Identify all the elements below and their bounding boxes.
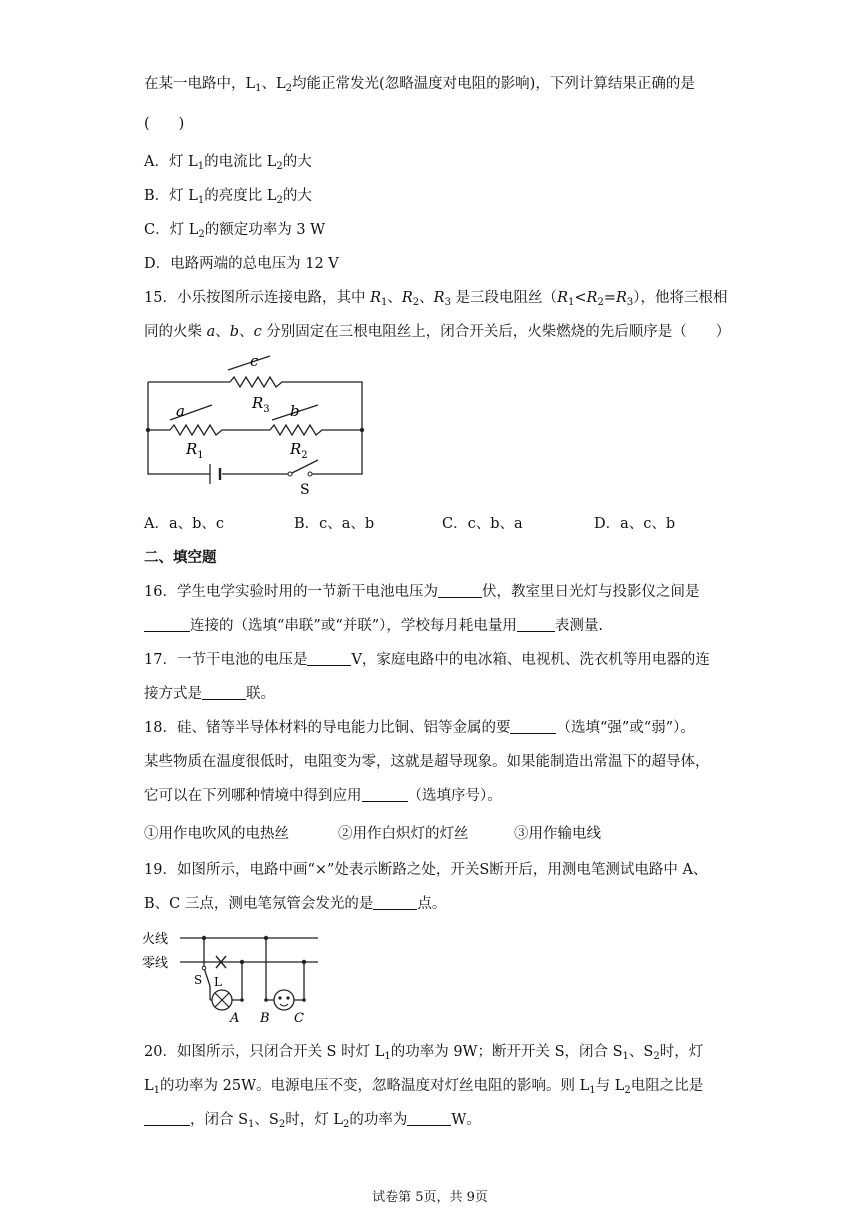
page-footer: 试卷第 5页，共 9页 [372,1190,488,1205]
match-c [228,356,270,370]
label-r3: $R_3$ [252,394,270,415]
q16-blank-1[interactable] [438,583,482,598]
q18-choice-1: ①用作电吹风的电热丝 [144,826,289,842]
q19-blank[interactable] [373,895,417,910]
q17-blank-2[interactable] [202,685,246,700]
label-lamp-l: L [214,975,222,989]
q14-stem-line: 在某一电路中，$L_1$、$L_2$均能正常发光(忽略温度对电阻的影响)，下列计算结果正确的是 [144,76,695,94]
q17-line2: 接方式是 联。 [144,686,275,702]
q14-option-a[interactable]: A．灯 $L_1$的电流比 $L_2$的大 [144,154,312,172]
q17-blank-1[interactable] [307,651,351,666]
label-r1: $R_1$ [186,440,204,461]
q14-option-b[interactable]: B．灯 $L_1$的亮度比 $L_2$的大 [144,188,312,206]
q16-blank-3[interactable] [517,617,555,632]
q15-stem-line2: 同的火柴 a、b、c 分别固定在三根电阻丝上，闭合开关后，火柴燃烧的先后顺序是（ ） [144,324,731,340]
q15-circuit-diagram [140,350,380,500]
q18-choice-2: ②用作白炽灯的灯丝 [338,826,469,842]
label-point-b: B [260,1011,270,1026]
q18-blank-1[interactable] [510,719,556,734]
q19-line2: B、C 三点，测电笔氖管会发光的是 点。 [144,896,447,912]
label-point-a: A [230,1011,240,1026]
q15-option-b[interactable]: B．c、a、b [294,516,375,532]
label-r2: $R_2$ [290,440,308,461]
q20-blank-1[interactable] [144,1111,190,1126]
q15-stem-line1: 15．小乐按图所示连接电路，其中 $R_1$、$R_2$、$R_3$ 是三段电阻丝$(R_1<R_2=R_3)$，他将三根相 [144,290,728,308]
label-live-wire: 火线 [142,932,169,947]
label-c: c [250,352,259,370]
q19-line1: 19．如图所示，电路中画“×”处表示断路之处，开关S断开后，用测电笔测试电路中 A、 [144,862,708,878]
q18-blank-2[interactable] [362,787,408,802]
q16-blank-2[interactable] [144,617,190,632]
q15-option-d[interactable]: D．a、c、b [594,516,676,532]
section-title-fill-in: 二、填空题 [144,549,217,566]
q20-blank-2[interactable] [407,1111,451,1126]
label-a: a [176,402,185,420]
q20-line3: ，闭合 $S_1$、$S_2$时，灯 $L_2$的功率为 W。 [144,1110,481,1130]
q15-option-c[interactable]: C．c、b、a [442,516,523,532]
q18-line1: 18．硅、锗等半导体材料的导电能力比铜、铝等金属的要 （选填“强”或“弱”）。 [144,720,695,736]
q18-line2: 某些物质在温度很低时，电阻变为零，这就是超导现象。如果能制造出常温下的超导体， [144,754,710,770]
q15-option-a[interactable]: A．a、b、c [144,516,225,532]
q20-line1: 20．如图所示，只闭合开关 S 时灯 $L_1$的功率为 9W；断开开关 S，闭合 $S_1$、$S_2$时，灯 [144,1044,704,1062]
q18-line3: 它可以在下列哪种情境中得到应用 （选填序号）。 [144,788,502,804]
q17-line1: 17．一节干电池的电压是 V，家庭电路中的电冰箱、电视机、洗衣机等用电器的连 [144,652,710,668]
label-switch-s: S [194,973,203,987]
q16-line1: 16．学生电学实验时用的一节新干电池电压为 伏，教室里日光灯与投影仪之间是 [144,584,700,600]
label-neutral-wire: 零线 [142,956,169,971]
q16-line2: 连接的（选填“串联”或“并联”），学校每月耗电量用 表测量. [144,616,603,636]
q14-answer-paren: ( ) [144,116,185,132]
q18-choice-3: ③用作输电线 [514,826,601,842]
label-point-c: C [294,1011,304,1026]
label-s: S [300,482,310,498]
q14-option-d[interactable]: D．电路两端的总电压为 12 V [144,256,339,272]
label-b: b [290,402,300,420]
q14-option-c[interactable]: C．灯 $L_2$的额定功率为 3 W [144,222,326,240]
q20-line2: $L_1$的功率为 25W。电源电压不变，忽略温度对灯丝电阻的影响。则 $L_1$与 $L_2$电阻之比是 [144,1078,704,1096]
q19-household-circuit [142,924,342,1028]
